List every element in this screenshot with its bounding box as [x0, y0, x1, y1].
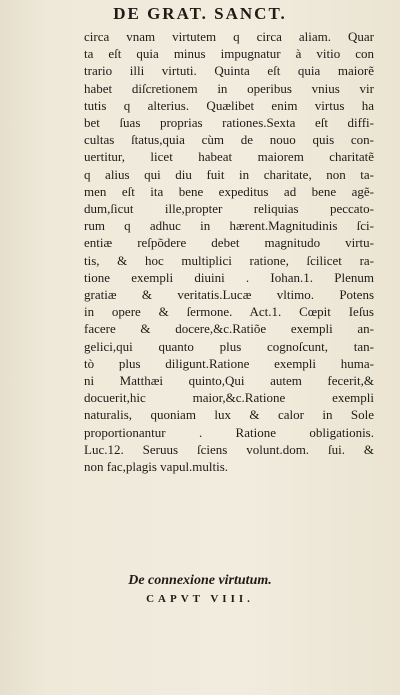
text-line: naturalis, quoniam lux & calor in Sole [84, 407, 374, 423]
text-line: gelici,qui quanto plus cognoſcunt, tan- [84, 338, 374, 354]
text-line: q alius qui diu fuit in charitate, non ta- [84, 166, 374, 182]
text-line: entiæ reſpõdere debet magnitudo virtu- [84, 235, 374, 251]
text-line: ni Matthæi quinto,Qui autem fecerit,& [84, 373, 374, 389]
text-line: trario illi virtuti. Quinta eſt quia maiorẽ [84, 63, 374, 79]
section-heading: De connexione virtutum. [128, 573, 272, 588]
text-line: men eſt ita bene expeditus ad bene agẽ- [84, 183, 374, 199]
chapter-label: CAPVT VIII. [146, 593, 254, 605]
text-line: gratiæ & veritatis.Lucæ vltimo. Potens [84, 287, 374, 303]
text-line: uertitur, licet habeat maiorem charitatẽ [84, 149, 374, 165]
text-line: ta eſt quia minus impugnatur à vitio con [84, 46, 374, 62]
text-line: circa vnam virtutem q circa aliam. Quar [84, 29, 374, 44]
text-line: proportionantur . Ratione obligationis. [84, 424, 374, 440]
text-line: docuerit,hic maior,&c.Ratione exempli [84, 390, 374, 406]
text-line: cultas ſtatus,quia cùm de nouo quis con- [84, 132, 374, 148]
text-line: tis, & hoc multiplici ratione, ſcilicet ra- [84, 252, 374, 268]
text-line: dum,ſicut ille,propter reliquias peccato- [84, 201, 374, 217]
body-text [84, 28, 374, 475]
running-head: DE GRAT. SANCT. [113, 4, 287, 23]
text-line: habet diſcretionem in operibus vnius vir [84, 80, 374, 96]
text-line: tione exempli diuini . Iohan.1. Plenum [84, 269, 374, 285]
text-line: rum q adhuc in hærent.Magnitudinis ſci- [84, 218, 374, 234]
text-line: non fac,plagis vapul.multis. [84, 459, 229, 475]
text-line: tò plus diligunt.Ratione exempli huma- [84, 355, 374, 371]
text-line: Luc.12. Seruus ſciens volunt.dom. ſui. & [84, 441, 374, 457]
text-line: in opere & ſermone. Act.1. Cœpit Ieſus [84, 304, 374, 320]
text-line: bet ſuas proprias rationes.Sexta eſt diffi- [84, 115, 374, 131]
text-line: tutis q alterius. Quælibet enim virtus ha [84, 97, 374, 113]
text-line: facere & docere,&c.Ratiõe exempli an- [84, 321, 374, 337]
